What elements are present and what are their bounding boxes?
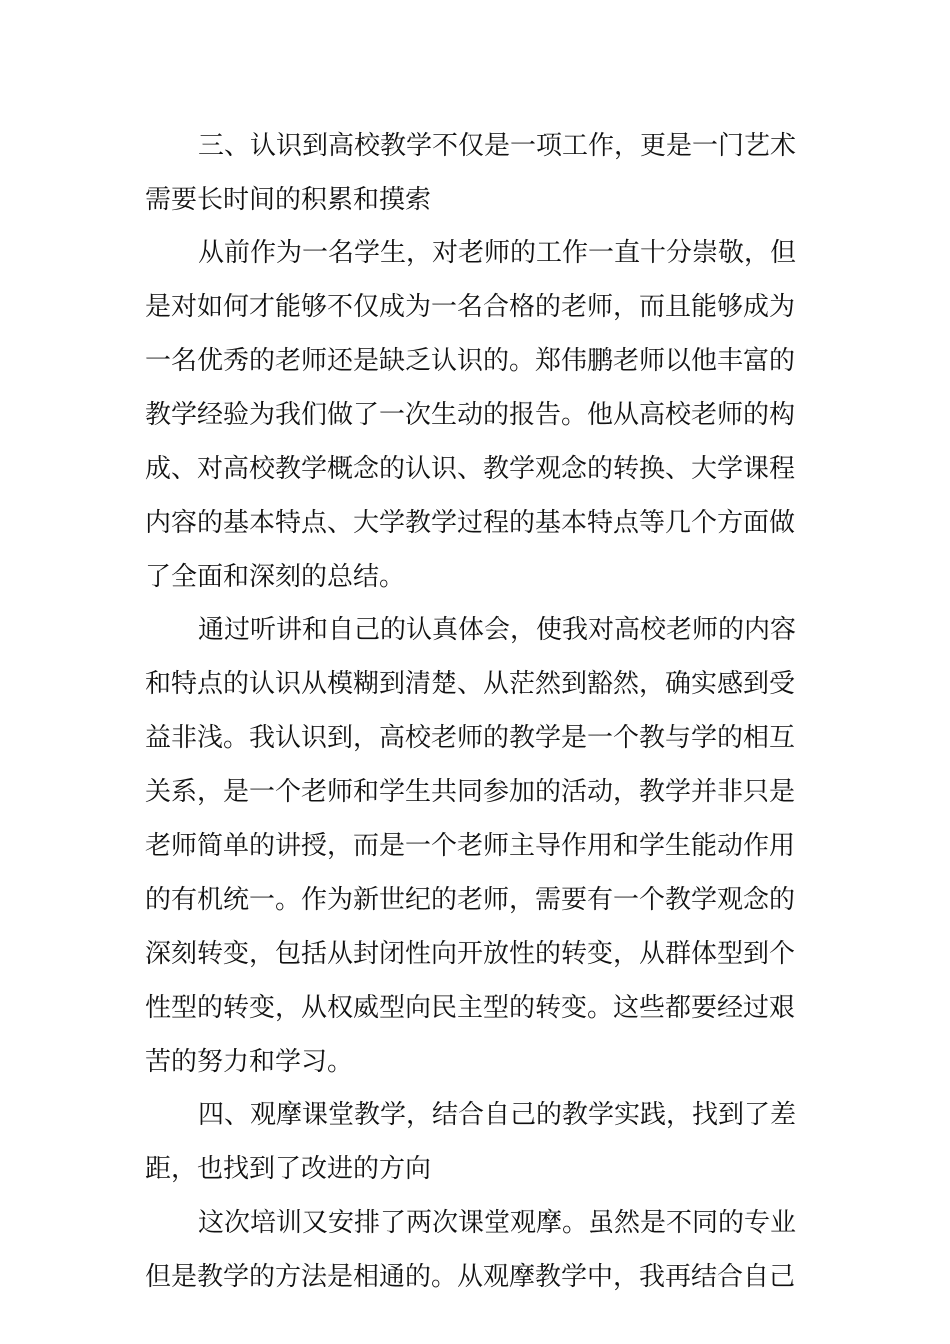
paragraph-1-line-1: 从前作为一名学生，对老师的工作一直十分崇敬，但 <box>198 238 797 268</box>
paragraph-1-line-2: 是对如何才能够不仅成为一名合格的老师，而且能够成为 <box>145 292 796 322</box>
paragraph-2-line-4: 关系，是一个老师和学生共同参加的活动，教学并非只是 <box>145 777 796 807</box>
paragraph-2-line-2: 和特点的认识从模糊到清楚、从茫然到豁然，确实感到受 <box>145 669 796 699</box>
paragraph-3-line-1: 这次培训又安排了两次课堂观摩。虽然是不同的专业 <box>198 1208 797 1238</box>
paragraph-1-line-3: 一名优秀的老师还是缺乏认识的。郑伟鹏老师以他丰富的 <box>145 346 796 376</box>
paragraph-1-line-7: 了全面和深刻的总结。 <box>145 562 406 592</box>
paragraph-1-line-6: 内容的基本特点、大学教学过程的基本特点等几个方面做 <box>145 508 796 538</box>
heading-3-line-1: 三、认识到高校教学不仅是一项工作，更是一门艺术 <box>198 131 797 161</box>
paragraph-1-line-4: 教学经验为我们做了一次生动的报告。他从高校老师的构 <box>145 400 796 430</box>
paragraph-2-line-7: 深刻转变，包括从封闭性向开放性的转变，从群体型到个 <box>145 939 796 969</box>
heading-4-line-2: 距，也找到了改进的方向 <box>145 1154 432 1184</box>
paragraph-2-line-9: 苦的努力和学习。 <box>145 1047 354 1077</box>
paragraph-2-line-1: 通过听讲和自己的认真体会，使我对高校老师的内容 <box>198 615 797 645</box>
paragraph-1-line-5: 成、对高校教学概念的认识、教学观念的转换、大学课程 <box>145 454 796 484</box>
heading-4-line-1: 四、观摩课堂教学，结合自己的教学实践，找到了差 <box>198 1100 797 1130</box>
paragraph-2-line-8: 性型的转变，从权威型向民主型的转变。这些都要经过艰 <box>145 993 796 1023</box>
paragraph-2-line-6: 的有机统一。作为新世纪的老师，需要有一个教学观念的 <box>145 885 796 915</box>
paragraph-2-line-5: 老师简单的讲授，而是一个老师主导作用和学生能动作用 <box>145 831 796 861</box>
heading-3-line-2: 需要长时间的积累和摸索 <box>145 185 432 215</box>
paragraph-2-line-3: 益非浅。我认识到，高校老师的教学是一个教与学的相互 <box>145 723 796 753</box>
paragraph-3-line-2: 但是教学的方法是相通的。从观摩教学中，我再结合自己 <box>145 1262 796 1292</box>
